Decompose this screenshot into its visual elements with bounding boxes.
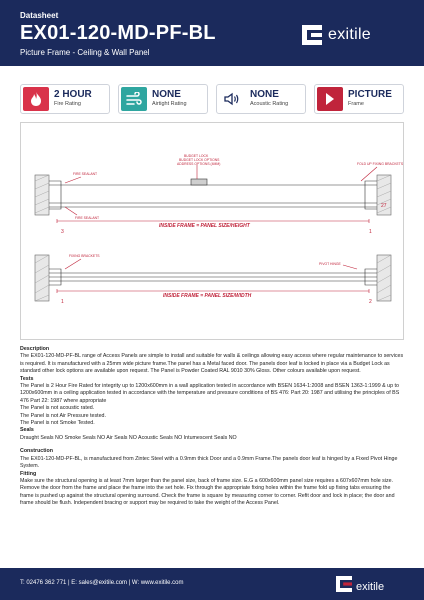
fitting-text: Make sure the structural opening is at least 7mm larger than the panel size, back of frame size. E.G a 600x600mm panel size requires a 607x607mm hole size. Remove the door from the frame and place the frame into the set hole. Fix through the appropriate fixing holes within the frame fold up fixing tabs ensuring the frame is pushed up against the structural opening surround. Check the frame is square by measuring corner to corner. Refit door and lock in place; the door and frame should be flush. Independent bracing or support may be required to take the weight of the Access Panel. (20, 477, 395, 507)
dim-3: 3 (61, 229, 64, 235)
contact-info: T: 02476 362 771 | E: sales@exitile.com | W: www.exitile.com (20, 580, 184, 586)
fitting-heading: Fitting (20, 470, 37, 477)
doc-type-label: Datasheet (20, 11, 59, 20)
badge-subtitle: Frame (348, 101, 364, 108)
tests-air: The Panel is not Air Pressure tested. (20, 412, 106, 419)
badge-subtitle: Fire Rating (54, 101, 81, 108)
tests-smoke: The Panel is not Smoke Tested. (20, 420, 95, 427)
dim-27: 27 (381, 203, 387, 209)
dim-1: 1 (369, 229, 372, 235)
logo-mark-icon (336, 576, 352, 597)
fixing-brackets-label: FIXING BRACKETS (69, 254, 100, 258)
pivot-hinge-label: PIVOT HINGE (319, 262, 341, 266)
dim-2-bottom: 2 (369, 299, 372, 305)
badge-title: PICTURE (348, 89, 392, 101)
product-code: EX01-120-MD-PF-BL (20, 22, 216, 44)
tests-heading: Tests (20, 375, 34, 382)
budget-lock-label: BUDGET LOCK (184, 154, 209, 158)
tests-text: The Panel is 2 Hour Fire Rated for integrity up to 1200x600mm in a wall application tested in accordance with BSEN 1634-1:2008 and BSEN 1363-1:1999 & up to 1200x600mm in a ceiling application tested in accordance with the temperature and pressure conditions of BS 476: Part 20: 1987 and utilising the principles of BS 476 Part 22: 1987 where appropriate (20, 383, 400, 404)
seals-text: Draught Seals NO Smoke Seals NO Air Seals NO Acoustic Seals NO Intumescent Seals NO (20, 434, 237, 441)
fire-sealant-label: FIRE SEALANT (73, 172, 98, 176)
footer-logo (336, 576, 384, 597)
datasheet-content (20, 346, 404, 508)
tests-acoustic: The Panel is not acoustic rated. (20, 405, 95, 412)
badge-title: NONE (152, 89, 181, 101)
description-text: The EX01-120-MD-PF-BL range of Access Panels are simple to install and suitable for walls & ceilings allowing easy access where regular maintenance to services is required. It is manufactured with a 25mm wide picture frame.The panel has a Metal faced door. The panels door leaf is locked in place via a Budget Lock as standard other lock options are available upon request. The Panel is Powder Coated RAL 9010 30% Gloss. Other colours available upon request. (20, 353, 404, 375)
airtight-rating-badge (118, 84, 208, 114)
frame-type-badge (314, 84, 404, 114)
rating-badges (20, 84, 404, 114)
fire-rating-badge (20, 84, 110, 114)
logo-text: exitile (328, 26, 372, 43)
fix-brackets-label: FOLD UP FIXING BRACKETS (357, 162, 404, 166)
footer-banner (0, 568, 424, 600)
product-subtitle: Picture Frame - Ceiling & Wall Panel (20, 48, 150, 57)
construction-heading: Construction (20, 448, 53, 455)
badge-title: NONE (250, 89, 279, 101)
description-heading: Description (20, 346, 50, 352)
height-caption: INSIDE FRAME = PANEL SIZE/HEIGHT (159, 223, 250, 229)
acoustic-rating-badge (216, 84, 306, 114)
air-icon (121, 87, 147, 111)
fire-sealant-lower-label: FIRE SEALANT (75, 216, 100, 220)
construction-text: The EX01-120-MD-PF-BL, is manufactured from Zintec Steel with a 0.9mm thick Door and a 0.9mm Frame.The panels door leaf is hinged by a Fixed Pivot Hinge System. (20, 455, 398, 470)
flame-icon (23, 87, 49, 111)
width-caption: INSIDE FRAME = PANEL SIZE/WIDTH (163, 293, 252, 299)
technical-drawing (20, 122, 404, 340)
footer-logo-text: exitile (356, 580, 385, 593)
logo-mark-icon (302, 25, 322, 45)
chevron-right-icon (317, 87, 343, 111)
address-options-label: ADDRESS OPTIONS (4MM) (177, 162, 221, 166)
badge-title: 2 HOUR (54, 89, 92, 101)
dim-1-bottom: 1 (61, 299, 64, 305)
budget-lock-options-label: BUDGET LOCK OPTIONS (179, 158, 220, 162)
badge-subtitle: Airtight Rating (152, 101, 187, 108)
seals-heading: Seals (20, 427, 34, 434)
speaker-icon (219, 87, 245, 111)
header-banner (0, 0, 424, 66)
badge-subtitle: Acoustic Rating (250, 101, 289, 108)
exitile-logo (302, 25, 371, 45)
